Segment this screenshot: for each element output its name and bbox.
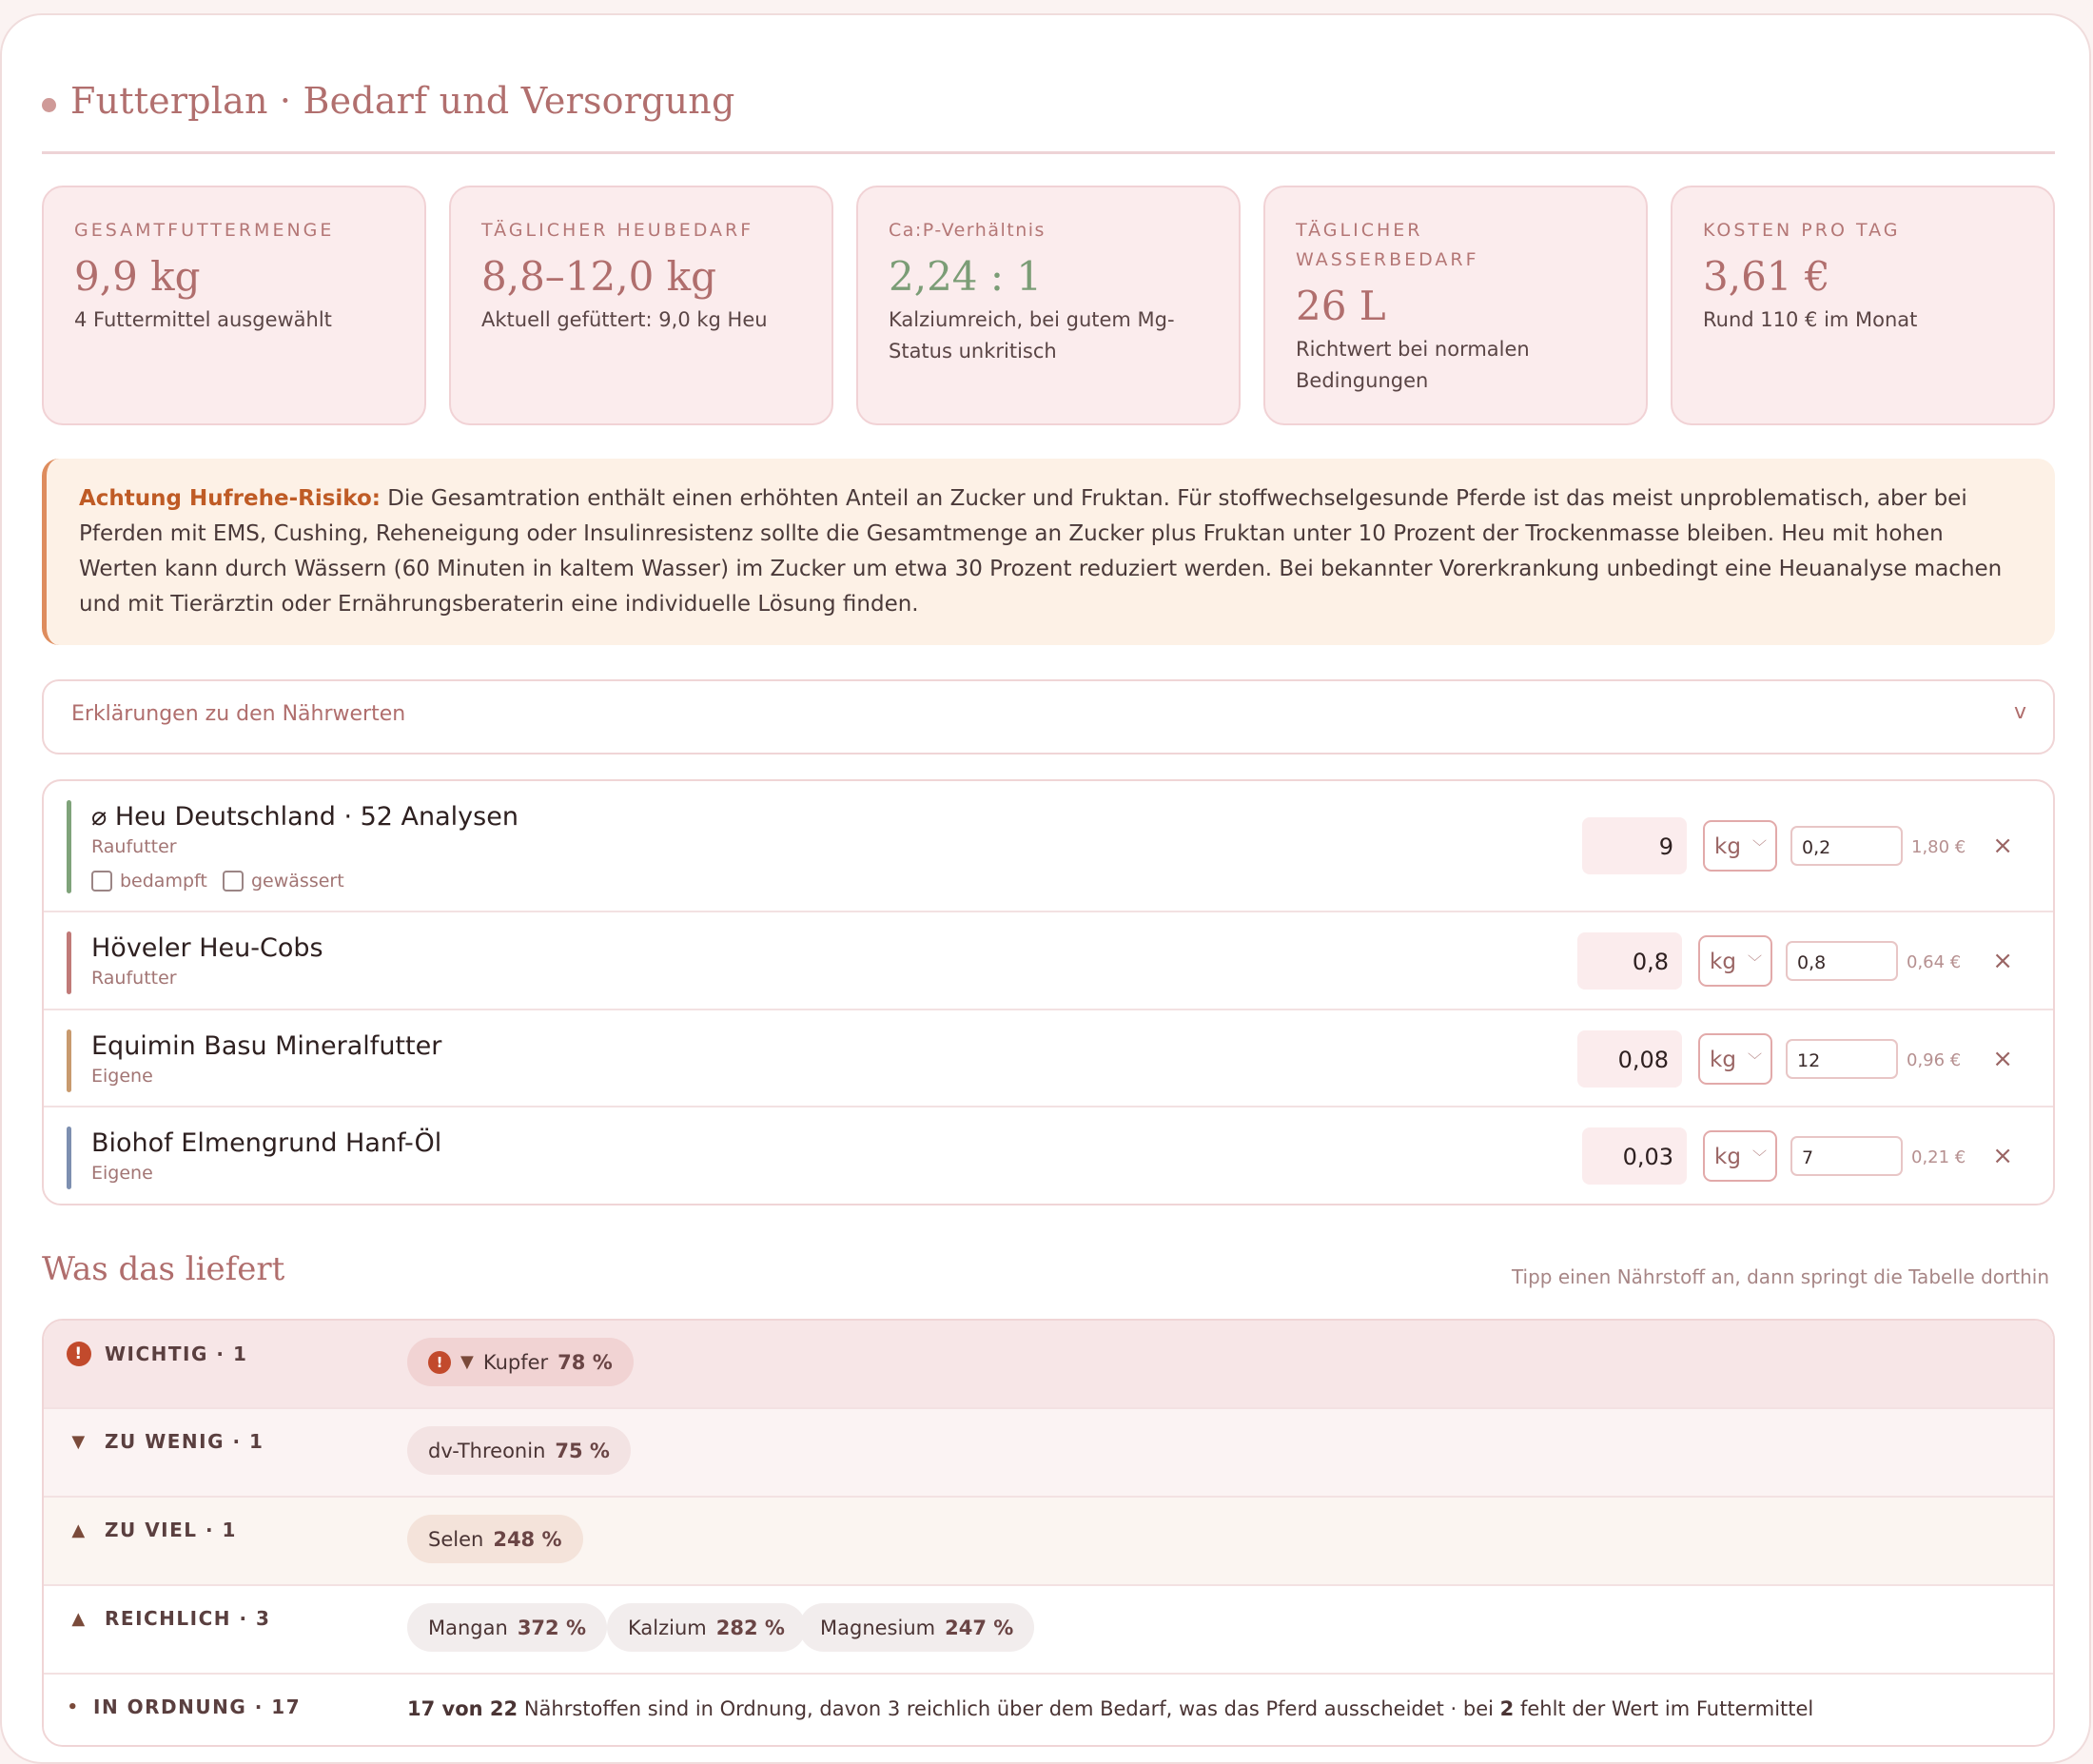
arrow-up-icon: ▲ — [71, 1608, 87, 1629]
nutrient-name: Mangan — [428, 1616, 508, 1639]
results-title: Was das liefert — [42, 1250, 285, 1288]
group-label-text: WICHTIG · 1 — [105, 1343, 248, 1365]
nutrient-percent: 75 % — [555, 1439, 610, 1462]
nutrient-name: dv-Threonin — [428, 1439, 546, 1462]
feed-row — [44, 912, 2053, 1010]
stat-label: TÄGLICHER WASSERBEDARF — [1296, 220, 1479, 270]
nutrient-name: Selen — [428, 1527, 484, 1551]
nutrient-percent: 247 % — [945, 1616, 1014, 1639]
ok-summary — [407, 1697, 1813, 1720]
nutrient-name: Kalzium — [628, 1616, 707, 1639]
stat-value: 2,24 : 1 — [889, 253, 1043, 300]
price-per-kg-input[interactable]: 0,8 — [1786, 941, 1898, 981]
result-group-too-much — [44, 1498, 2053, 1586]
summary-missing-count: 2 — [1499, 1697, 1515, 1720]
feed-cost: 0,21 € — [1911, 1147, 1966, 1167]
feed-row — [44, 781, 2053, 912]
checkbox-box[interactable] — [91, 871, 112, 892]
nutrient-pill-magnesium[interactable] — [799, 1603, 1034, 1652]
stat-label: TÄGLICHER HEUBEDARF — [481, 220, 754, 241]
feed-category: Raufutter — [91, 836, 177, 857]
feed-name: Biohof Elmengrund Hanf-Öl — [91, 1128, 442, 1158]
feed-color-bar — [67, 1029, 71, 1092]
warning-text: Die Gesamtration enthält einen erhöhten Anteil an Zucker und Fruktan. Für stoffwechselgesunde Pferde ist das meist unproblematisch, aber bei Pferden mit EMS, Cushing, Reheneigung oder Insulinresistenz sollte die Gesamtmenge an Zucker plus Fruktan unter 10 Prozent der Trockenmasse bleiben. Heu mit hohen Werten kann durch Wässern (60 Minuten in kaltem Wasser) im Zucker um etwa 30 Prozent reduziert werden. Bei bekannter Vorerkrankung unbedingt eine Heuanalyse machen und mit Tierärztin oder Ernährungsberaterin eine individuelle Lösung finden. — [79, 486, 2003, 617]
quantity-input[interactable]: 0,03 — [1582, 1127, 1687, 1185]
arrow-down-icon: ▼ — [460, 1352, 474, 1372]
stat-subtext: 4 Futtermittel ausgewählt — [74, 308, 332, 331]
feed-cost: 1,80 € — [1911, 837, 1966, 857]
quantity-input[interactable]: 0,8 — [1577, 932, 1682, 990]
group-label-text: REICHLICH · 3 — [105, 1607, 271, 1630]
nutrient-percent: 372 % — [517, 1616, 586, 1639]
nutrient-pill-copper[interactable] — [407, 1338, 634, 1386]
accordion-title: Erklärungen zu den Nährwerten — [71, 702, 406, 726]
checkbox-label: gewässert — [251, 871, 344, 892]
summary-count: 17 von 22 — [407, 1697, 518, 1720]
group-label — [67, 1342, 247, 1366]
feed-row — [44, 1107, 2053, 1205]
stat-subtext: Richtwert bei normalen Bedingungen — [1296, 338, 1530, 392]
quantity-input[interactable]: 9 — [1582, 817, 1687, 874]
nutrient-pill-calcium[interactable] — [607, 1603, 806, 1652]
nutrient-pill-manganese[interactable] — [407, 1603, 607, 1652]
dot-icon: • — [67, 1696, 80, 1717]
feed-color-bar — [67, 800, 71, 893]
price-per-kg-input[interactable]: 12 — [1786, 1039, 1898, 1079]
remove-feed-button[interactable]: × — [1992, 832, 2013, 860]
watered-checkbox[interactable] — [223, 871, 344, 892]
panel-header — [42, 74, 2055, 154]
group-label-text: IN ORDNUNG · 17 — [93, 1695, 302, 1718]
results-tip: Tipp einen Nährstoff an, dann springt die Tabelle dorthin — [1511, 1265, 2049, 1288]
unit-select[interactable] — [1698, 935, 1772, 987]
stat-card-total-feed — [42, 186, 426, 425]
summary-text: Nährstoffen sind in Ordnung, davon 3 reichlich über dem Bedarf, was das Pferd ausscheidet · bei — [518, 1697, 1500, 1720]
nutrient-pill-threonine[interactable] — [407, 1426, 631, 1475]
chevron-down-icon: ﹀ — [1751, 1148, 1767, 1166]
stat-subtext: Kalziumreich, bei gutem Mg-Status unkritisch — [889, 308, 1175, 363]
title-dot-icon — [42, 98, 56, 112]
stat-value: 8,8–12,0 kg — [481, 253, 716, 300]
nutrient-explanations-accordion[interactable] — [42, 679, 2055, 755]
feed-list — [42, 779, 2055, 1205]
stat-label: GESAMTFUTTERMENGE — [74, 220, 335, 241]
stat-card-daily-cost — [1671, 186, 2055, 425]
feed-row — [44, 1010, 2053, 1107]
alert-icon: ! — [428, 1351, 451, 1374]
group-label — [67, 1519, 237, 1541]
feed-color-bar — [67, 931, 71, 994]
stat-value: 26 L — [1296, 283, 1386, 329]
unit-select[interactable] — [1698, 1033, 1772, 1085]
nutrient-results — [42, 1319, 2055, 1747]
remove-feed-button[interactable]: × — [1992, 1142, 2013, 1170]
quantity-input[interactable]: 0,08 — [1577, 1030, 1682, 1088]
nutrient-percent: 78 % — [557, 1350, 613, 1374]
unit-select[interactable] — [1703, 820, 1777, 872]
checkbox-label: bedampft — [120, 871, 207, 892]
stat-value: 9,9 kg — [74, 253, 201, 300]
stat-card-water-demand — [1263, 186, 1648, 425]
feed-color-bar — [67, 1127, 71, 1189]
nutrient-name: Magnesium — [820, 1616, 936, 1639]
page-title: Futterplan · Bedarf und Versorgung — [70, 80, 735, 122]
feed-plan-panel — [0, 13, 2091, 1764]
unit-select[interactable] — [1703, 1130, 1777, 1182]
result-group-too-low — [44, 1409, 2053, 1498]
feed-name: Höveler Heu-Cobs — [91, 933, 323, 963]
steamed-checkbox[interactable] — [91, 871, 207, 892]
group-label — [67, 1430, 264, 1453]
unit-value: kg — [1710, 1048, 1736, 1072]
arrow-up-icon: ▲ — [71, 1519, 87, 1540]
remove-feed-button[interactable]: × — [1992, 947, 2013, 975]
feed-cost: 0,64 € — [1907, 952, 1962, 972]
chevron-down-icon: ﹀ — [1751, 838, 1767, 855]
feed-category: Eigene — [91, 1066, 153, 1087]
stat-value: 3,61 € — [1703, 253, 1830, 300]
feed-category: Raufutter — [91, 968, 177, 989]
checkbox-box[interactable] — [223, 871, 244, 892]
feed-name: ⌀ Heu Deutschland · 52 Analysen — [91, 802, 518, 832]
nutrient-pill-selenium[interactable] — [407, 1515, 583, 1563]
stat-label: KOSTEN PRO TAG — [1703, 220, 1901, 241]
price-per-kg-input[interactable]: 7 — [1790, 1136, 1903, 1176]
remove-feed-button[interactable]: × — [1992, 1045, 2013, 1073]
chevron-down-icon: v — [2013, 700, 2026, 724]
group-label-text: ZU WENIG · 1 — [105, 1430, 264, 1453]
result-group-ok — [44, 1675, 2053, 1747]
stat-card-ca-p-ratio — [856, 186, 1241, 425]
chevron-down-icon: ﹀ — [1747, 1051, 1762, 1068]
nutrient-percent: 248 % — [493, 1527, 562, 1551]
result-group-important — [44, 1321, 2053, 1409]
alert-icon: ! — [67, 1342, 91, 1366]
group-label-text: ZU VIEL · 1 — [105, 1519, 237, 1541]
price-per-kg-input[interactable]: 0,2 — [1790, 826, 1903, 866]
unit-value: kg — [1714, 834, 1741, 859]
laminitis-warning — [42, 459, 2055, 645]
unit-value: kg — [1714, 1145, 1741, 1169]
arrow-down-icon: ▼ — [71, 1431, 87, 1452]
feed-name: Equimin Basu Mineralfutter — [91, 1031, 442, 1061]
feed-cost: 0,96 € — [1907, 1050, 1962, 1070]
chevron-down-icon: ﹀ — [1747, 953, 1762, 970]
nutrient-percent: 282 % — [715, 1616, 785, 1639]
group-label — [67, 1607, 270, 1630]
stat-card-hay-demand — [449, 186, 833, 425]
stat-subtext: Aktuell gefüttert: 9,0 kg Heu — [481, 308, 768, 331]
summary-text-end: fehlt der Wert im Futtermittel — [1514, 1697, 1814, 1720]
feed-category: Eigene — [91, 1163, 153, 1184]
nutrient-name: Kupfer — [482, 1350, 549, 1374]
result-group-ample — [44, 1586, 2053, 1675]
stat-subtext: Rund 110 € im Monat — [1703, 308, 1918, 331]
group-label — [67, 1695, 301, 1718]
unit-value: kg — [1710, 950, 1736, 974]
stat-label: Ca:P-Verhältnis — [889, 220, 1046, 241]
warning-title: Achtung Hufrehe-Risiko: — [79, 486, 381, 511]
